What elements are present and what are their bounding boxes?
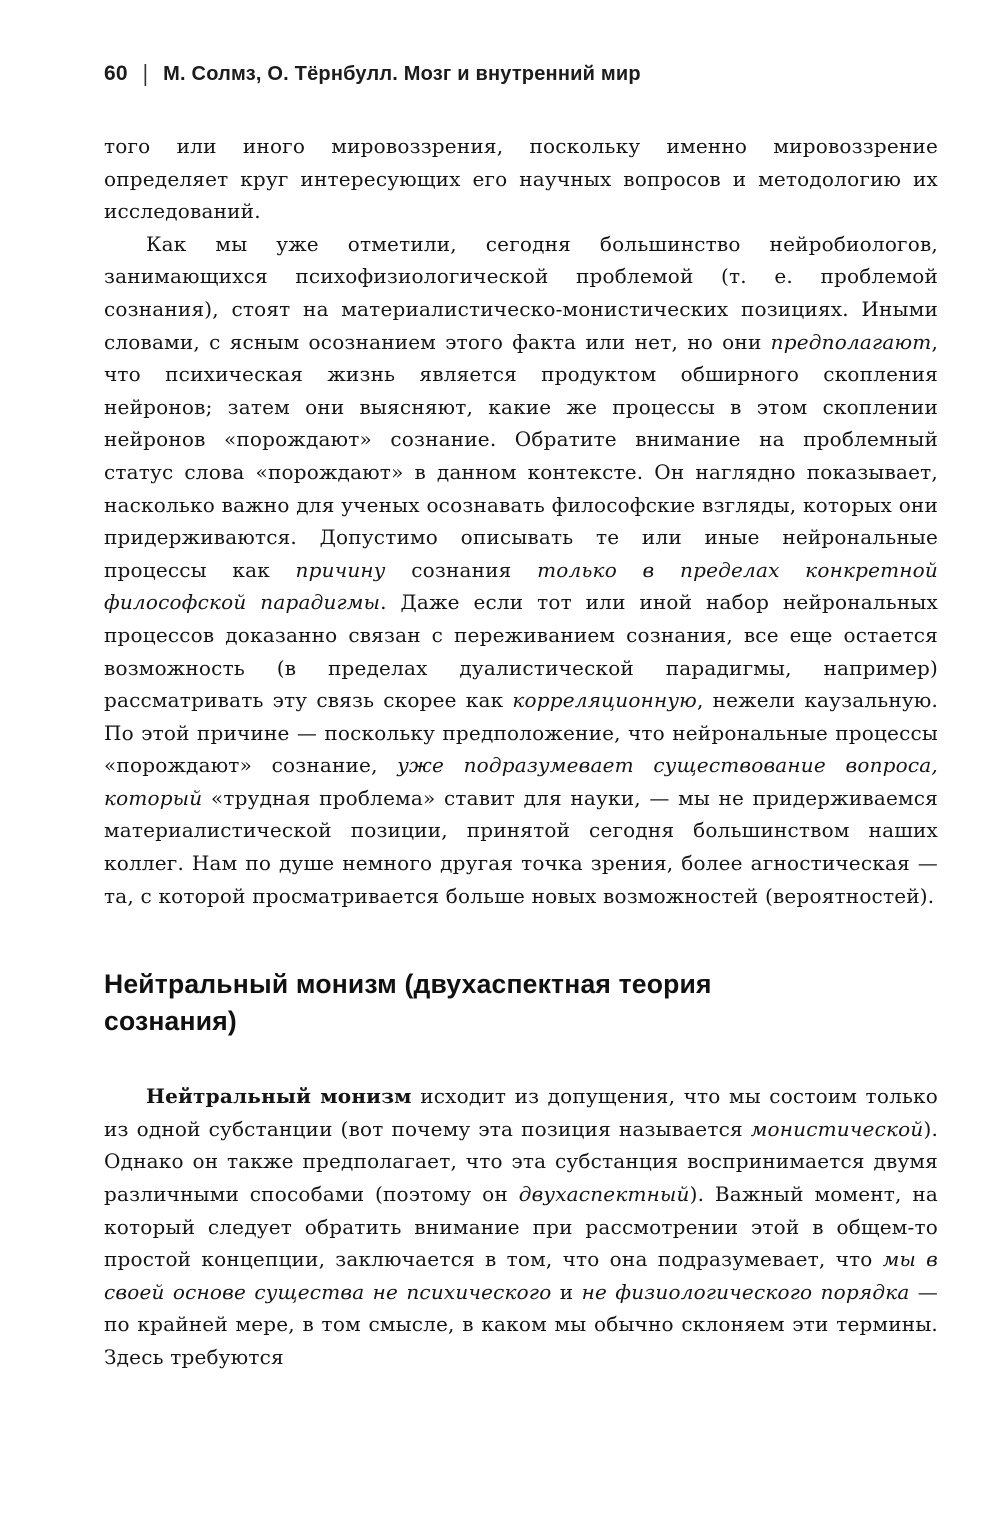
page-number: 60	[104, 62, 128, 85]
text-run: сознания	[385, 557, 538, 582]
paragraph	[104, 130, 938, 228]
text-run: Как мы уже отметили, сегодня большинство нейробиологов, занимающихся психофизиологической проблемой (т. е. проблемой сознания), стоят на материалистическо-монистических позициях. Иными словами, с ясным осознанием этого факта или нет, но они	[104, 231, 938, 354]
text-run: «трудная проблема» ставит для науки, — мы не придерживаемся материалистической позиции, принятой сегодня большинством наших коллег. Нам по душе немного другая точка зрения, более агностическая — та, с которой просматривается больше новых возможностей (вероятностей).	[104, 785, 938, 908]
text-run: уже подразумевает существование вопроса, который	[104, 753, 938, 810]
text-run: и	[551, 1279, 582, 1304]
text-run: ). Важный момент, на который следует обратить внимание при рассмотрении этой в общем-то простой концепции, заключается в том, что она подразумевает, что	[104, 1182, 939, 1272]
text-run: монистической	[750, 1116, 924, 1141]
running-title: М. Солмз, О. Тёрнбулл. Мозг и внутренний мир	[163, 63, 641, 85]
paragraph	[104, 228, 938, 912]
text-run: Нейтральный монизм	[146, 1084, 412, 1109]
text-run: исходит из допущения, что мы состоим только из одной субстанции (вот почему эта позиция называется	[104, 1084, 939, 1141]
text-run: — по крайней мере, в том смысле, в каком мы обычно склоняем эти термины. Здесь требуются	[104, 1279, 939, 1369]
section-heading: Нейтральный монизм (двухаспектная теория сознания)	[104, 969, 712, 1037]
text-run: двухаспектный	[518, 1182, 690, 1207]
text-run: . Даже если тот или иной набор нейрональных процессов доказанно связан с переживанием сознания, все еще остается возможность (в пределах дуалистической парадигмы, например) рассматривать эту связь скорее как	[104, 590, 938, 713]
text-run: того или иного мировоззрения, поскольку именно мировоззрение определяет круг интересующих его научных вопросов и методологию их исследований.	[104, 134, 938, 224]
paragraph	[104, 1080, 938, 1373]
text-run: не физиологического порядка	[581, 1279, 910, 1304]
text-run: корреляционную	[512, 688, 697, 713]
text-run: мы в своей основе существа не психического	[104, 1247, 938, 1304]
text-run: причину	[295, 557, 386, 582]
page-body	[104, 130, 938, 1374]
text-run: , что психическая жизнь является продуктом обширного скопления нейронов; затем они выясняют, какие же процессы в этом скоплении нейронов «порождают» сознание. Обратите внимание на проблемный статус слова «порождают» в данном контексте. Он наглядно показывает, насколько важно для ученых осознавать философские взгляды, которых они придерживаются. Допустимо описывать те или иные нейрональные процессы как	[104, 329, 938, 582]
text-run: предполагают	[770, 329, 932, 354]
running-header	[104, 62, 938, 86]
text-run: ). Однако он также предполагает, что эта субстанция воспринимается двумя различными способами (поэтому он	[104, 1116, 938, 1207]
text-run: только в пределах конкретной философской парадигмы	[104, 557, 938, 615]
text-run: , нежели каузальную. По этой причине — поскольку предположение, что нейрональные процессы «порождают» сознание,	[104, 688, 938, 778]
header-separator: |	[142, 61, 149, 87]
